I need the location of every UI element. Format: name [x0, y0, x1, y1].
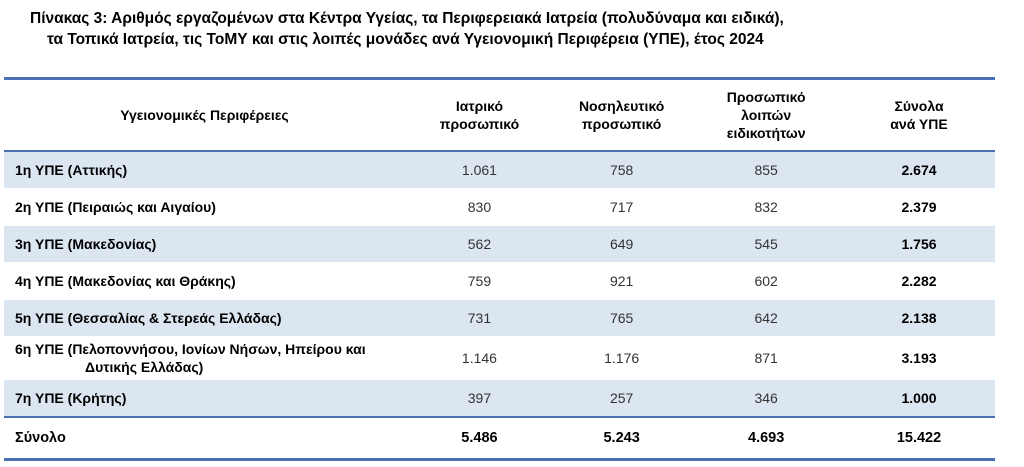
row-total: 2.282 — [843, 263, 995, 300]
row-other: 871 — [689, 337, 843, 380]
header-regions-label: Υγειονομικές Περιφέρειες — [120, 107, 289, 123]
row-nursing: 717 — [554, 189, 689, 226]
row-other: 832 — [689, 189, 843, 226]
row-other: 602 — [689, 263, 843, 300]
row-other: 855 — [689, 151, 843, 189]
table-row — [4, 300, 995, 337]
table-row — [4, 263, 995, 300]
header-other-line-1: Προσωπικό — [726, 89, 806, 105]
header-total-line-2: ανά ΥΠΕ — [890, 116, 948, 132]
row-region-line-1: 6η ΥΠΕ (Πελοποννήσου, Ιονίων Νήσων, Ηπείρου και — [15, 341, 366, 357]
row-medical: 731 — [405, 300, 554, 337]
row-other: 545 — [689, 226, 843, 263]
table-title — [30, 8, 1010, 50]
row-total: 1.000 — [843, 380, 995, 418]
row-total: 2.674 — [843, 151, 995, 189]
row-medical: 759 — [405, 263, 554, 300]
totals-nursing: 5.243 — [554, 417, 689, 460]
header-other-line-3: ειδικοτήτων — [726, 125, 806, 141]
row-total: 2.138 — [843, 300, 995, 337]
table-row — [4, 151, 995, 189]
header-total-line-1: Σύνολα — [894, 98, 944, 114]
header-medical-line-1: Ιατρικό — [455, 98, 504, 114]
header-nursing-line-2: προσωπικό — [581, 116, 662, 132]
row-medical: 830 — [405, 189, 554, 226]
totals-other: 4.693 — [689, 417, 843, 460]
row-other: 346 — [689, 380, 843, 418]
row-medical: 397 — [405, 380, 554, 418]
row-nursing: 765 — [554, 300, 689, 337]
row-total: 3.193 — [843, 337, 995, 380]
totals-label: Σύνολο — [4, 417, 405, 460]
header-nursing-line-1: Νοσηλευτικό — [578, 98, 665, 114]
row-region — [4, 337, 405, 380]
row-region: 2η ΥΠΕ (Πειραιώς και Αιγαίου) — [4, 189, 405, 226]
row-medical: 1.061 — [405, 151, 554, 189]
header-row — [4, 79, 995, 152]
table-footer — [4, 417, 995, 460]
table-row — [4, 380, 995, 418]
row-region: 3η ΥΠΕ (Μακεδονίας) — [4, 226, 405, 263]
totals-row — [4, 417, 995, 460]
row-total: 1.756 — [843, 226, 995, 263]
header-regions — [4, 79, 405, 152]
table-title-line-1: Πίνακας 3: Αριθμός εργαζομένων στα Κέντρα Υγείας, τα Περιφερειακά Ιατρεία (πολυδύναμα και ειδικά), — [30, 10, 784, 27]
row-nursing: 1.176 — [554, 337, 689, 380]
row-region: 5η ΥΠΕ (Θεσσαλίας & Στερεάς Ελλάδας) — [4, 300, 405, 337]
header-medical-line-2: προσωπικό — [439, 116, 520, 132]
row-region-line-2: Δυτικής Ελλάδας) — [85, 359, 204, 375]
row-nursing: 921 — [554, 263, 689, 300]
row-region: 7η ΥΠΕ (Κρήτης) — [4, 380, 405, 418]
row-region: 1η ΥΠΕ (Αττικής) — [4, 151, 405, 189]
row-medical: 1.146 — [405, 337, 554, 380]
table-row — [4, 189, 995, 226]
table-header — [4, 79, 995, 152]
table-body — [4, 151, 995, 417]
row-region: 4η ΥΠΕ (Μακεδονίας και Θράκης) — [4, 263, 405, 300]
row-total: 2.379 — [843, 189, 995, 226]
totals-medical: 5.486 — [405, 417, 554, 460]
row-nursing: 257 — [554, 380, 689, 418]
totals-grand-total: 15.422 — [843, 417, 995, 460]
header-other-line-2: λοιπών — [741, 107, 792, 123]
row-nursing: 649 — [554, 226, 689, 263]
health-region-staff-table — [4, 77, 995, 461]
header-other-staff — [689, 79, 843, 152]
table-title-line-2: τα Τοπικά Ιατρεία, τις ΤοΜΥ και στις λοιπές μονάδες ανά Υγειονομική Περιφέρεια (ΥΠΕ), έτος 2024 — [47, 31, 764, 48]
row-nursing: 758 — [554, 151, 689, 189]
table-row — [4, 226, 995, 263]
table-row — [4, 337, 995, 380]
header-nursing-staff — [554, 79, 689, 152]
header-medical-staff — [405, 79, 554, 152]
row-medical: 562 — [405, 226, 554, 263]
header-region-totals — [843, 79, 995, 152]
row-other: 642 — [689, 300, 843, 337]
